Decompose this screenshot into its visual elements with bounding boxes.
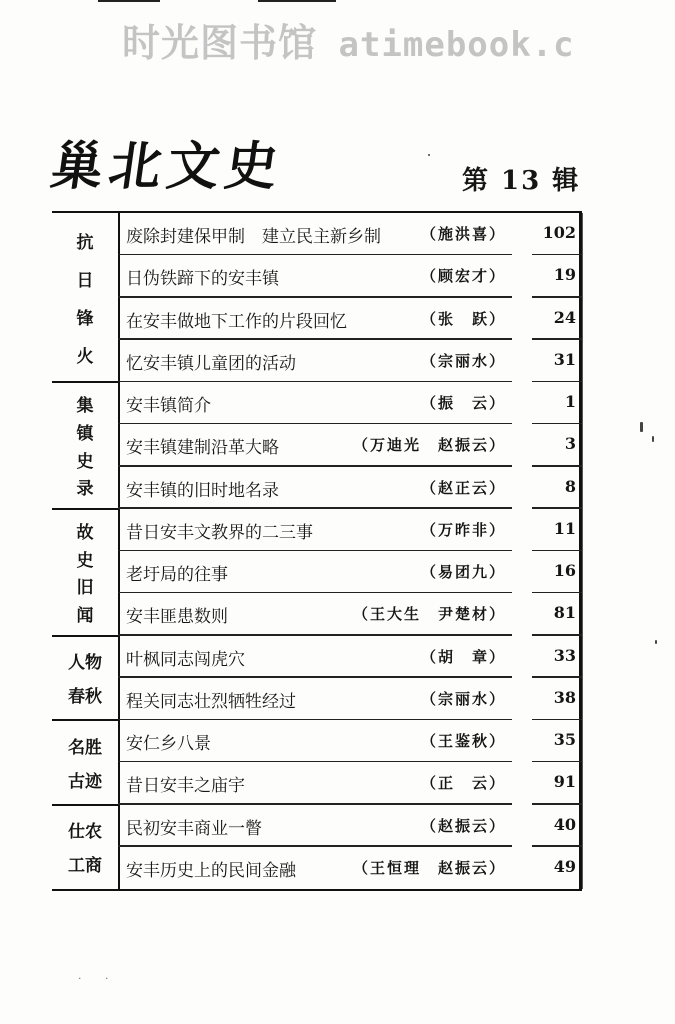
section-char: 旧 [76,578,94,599]
watermark [122,12,575,67]
section-char: 集 [76,396,94,417]
section-char: 抗 [76,232,94,253]
section-label-s6 [52,805,118,890]
entry-title: 程关同志壮烈牺牲经过 [126,691,296,712]
section-label-s5 [52,720,118,805]
entry-title: 忆安丰镇儿童团的活动 [126,353,296,374]
entry-page-number: 3 [564,434,576,454]
entry-author: （王大生 尹楚材） [352,605,506,624]
toc-entry [118,424,582,466]
section-char: 闻 [76,606,94,627]
entry-author: （王恒理 赵振云） [352,858,506,877]
section-char: 人物 [68,653,102,674]
right-border-rule-inner [582,213,583,889]
entry-title: 安丰历史上的民间金融 [126,860,296,881]
section-char: 古迹 [68,771,102,792]
entry-author: （万迪光 赵振云） [352,436,506,455]
entry-page-number: 38 [553,687,576,707]
toc-entry [118,382,582,424]
entry-author: （正 云） [420,774,506,793]
entry-page-number: 33 [553,645,576,665]
section-char: 春秋 [68,687,102,708]
toc-entry [118,298,582,340]
scan-speck [652,436,654,442]
issue-number: 第 13 辑 [462,166,581,196]
toc-entry [118,847,582,889]
entry-author: （施洪喜） [420,225,506,243]
entry-page-number: 11 [553,518,576,538]
entry-page-number: 24 [553,307,576,327]
section-label-s4 [52,636,118,721]
toc-entry [118,467,582,509]
section-char: 日 [76,270,94,291]
section-char: 仕农 [68,822,102,843]
scan-speck [428,154,430,156]
toc-entry [118,762,582,804]
entry-title: 叶枫同志闯虎穴 [126,649,245,670]
entry-title: 安丰镇的旧时地名录 [126,480,279,501]
entry-author: （宗丽水） [420,689,506,708]
entry-title: 老圩局的往事 [126,565,228,585]
top-rule-right [258,0,336,2]
toc-entry [118,213,582,255]
entry-page-number: 1 [564,392,576,411]
entry-page-number: 102 [542,223,576,242]
toc-entry [118,636,582,678]
entry-title: 昔日安丰文教界的二三事 [126,522,313,543]
entry-author: （赵振云） [420,816,506,835]
entry-page-number: 16 [553,561,576,580]
section-label-s2 [52,382,118,509]
toc-entry [118,720,582,762]
entry-page-number: 31 [553,349,576,369]
section-label-s3 [52,509,118,636]
toc-entry [118,551,582,593]
entry-author: （顾宏才） [420,267,506,286]
entry-page-number: 91 [553,772,576,792]
entry-author: （振 云） [420,394,506,412]
top-rule-left [98,0,160,2]
entry-author: （易团九） [420,563,506,581]
entry-page-number: 8 [564,476,576,496]
toc-entry [118,678,582,720]
watermark-latin: atimebook.c [317,25,575,65]
section-char: 史 [76,550,94,571]
entry-title: 安丰匪患数则 [126,607,228,628]
entry-title: 安丰镇建制沿革大略 [126,438,279,459]
entry-title: 废除封建保甲制 建立民主新乡制 [126,227,381,247]
section-char: 录 [76,479,94,500]
watermark-cn: 时光图书馆 [122,21,318,65]
entry-page-number: 19 [553,265,576,285]
entry-title: 在安丰做地下工作的片段回忆 [126,311,347,332]
section-char: 工商 [68,856,102,877]
section-char: 镇 [76,424,94,445]
entry-page-number: 81 [553,603,576,623]
section-char: 名胜 [68,737,102,758]
section-char: 史 [76,451,94,472]
toc-entry [118,593,582,635]
entry-title: 日伪铁蹄下的安丰镇 [126,269,279,290]
entry-author: （张 跃） [420,309,506,328]
toc-entry [118,340,582,382]
toc-entry [118,255,582,297]
entry-author: （万昨非） [420,520,506,539]
section-char: 锋 [76,309,94,330]
entry-title: 民初安丰商业一瞥 [126,818,262,839]
entry-title: 安丰镇简介 [126,396,211,416]
scan-speck [655,640,657,644]
entry-title: 昔日安丰之庙宇 [126,776,245,797]
entry-title: 安仁乡八景 [126,734,211,754]
entry-author: （赵正云） [420,478,506,497]
scan-footer-marks: · · [78,972,119,985]
journal-title: 巢北文史 [47,136,288,197]
entry-author: （王鉴秋） [420,732,506,750]
entry-author: （宗丽水） [420,351,506,370]
table-of-contents [52,211,582,891]
section-char: 火 [76,347,94,368]
entry-page-number: 35 [553,730,576,749]
section-label-s1 [52,213,118,382]
section-char: 故 [76,523,94,544]
entry-page-number: 40 [553,814,576,834]
toc-entry [118,805,582,847]
scan-speck [640,422,643,432]
entry-author: （胡 章） [420,647,506,666]
entry-page-number: 49 [553,856,576,876]
toc-entry [118,509,582,551]
